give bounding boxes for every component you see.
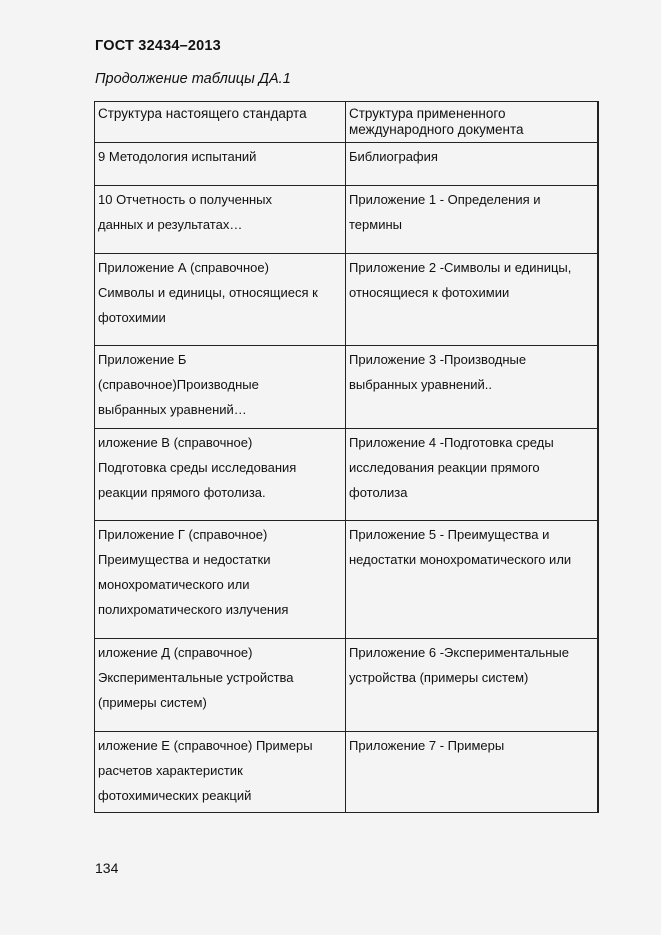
table-cell-left: Приложение Б (справочное)Производные выбранных уравнений… — [94, 346, 346, 428]
table-cell-left: Приложение А (справочное) Символы и единицы, относящиеся к фотохимии — [94, 254, 346, 345]
table-row — [94, 521, 599, 639]
table-row — [94, 429, 599, 521]
table-cell-right: Приложение 1 - Определения и термины — [346, 186, 599, 253]
table-cell-right: Приложение 2 -Символы и единицы, относящиеся к фотохимии — [346, 254, 599, 345]
table-cell-right: Библиография — [346, 143, 599, 185]
column-header-international-document: Структура примененного международного документа — [346, 102, 599, 142]
table-row — [94, 639, 599, 732]
table-cell-right: Приложение 6 -Экспериментальные устройства (примеры систем) — [346, 639, 599, 731]
table-row — [94, 143, 599, 186]
correspondence-table — [94, 101, 599, 813]
table-cell-left: иложение В (справочное) Подготовка среды исследования реакции прямого фотолиза. — [94, 429, 346, 520]
page-number: 134 — [95, 860, 119, 876]
document-title: ГОСТ 32434–2013 — [95, 38, 221, 54]
table-row — [94, 346, 599, 429]
table-cell-left: 9 Методология испытаний — [94, 143, 346, 185]
table-header-row — [94, 102, 599, 143]
table-cell-right: Приложение 7 - Примеры — [346, 732, 599, 812]
table-cell-left: иложение Д (справочное) Экспериментальные устройства (примеры систем) — [94, 639, 346, 731]
column-header-current-standard: Структура настоящего стандарта — [94, 102, 346, 142]
table-cell-right: Приложение 3 -Производные выбранных уравнений.. — [346, 346, 599, 428]
table-row — [94, 732, 599, 813]
table-cell-right: Приложение 5 - Преимущества и недостатки монохроматического или — [346, 521, 599, 638]
table-cell-left: 10 Отчетность о полученных данных и результатах… — [94, 186, 346, 253]
table-cell-left: иложение Е (справочное) Примеры расчетов характеристик фотохимических реакций — [94, 732, 346, 812]
table-cell-left: Приложение Г (справочное) Преимущества и недостатки монохроматического или полихроматического излучения — [94, 521, 346, 638]
table-cell-right: Приложение 4 -Подготовка среды исследования реакции прямого фотолиза — [346, 429, 599, 520]
table-row — [94, 254, 599, 346]
table-continuation-caption: Продолжение таблицы ДА.1 — [95, 71, 291, 87]
table-row — [94, 186, 599, 254]
